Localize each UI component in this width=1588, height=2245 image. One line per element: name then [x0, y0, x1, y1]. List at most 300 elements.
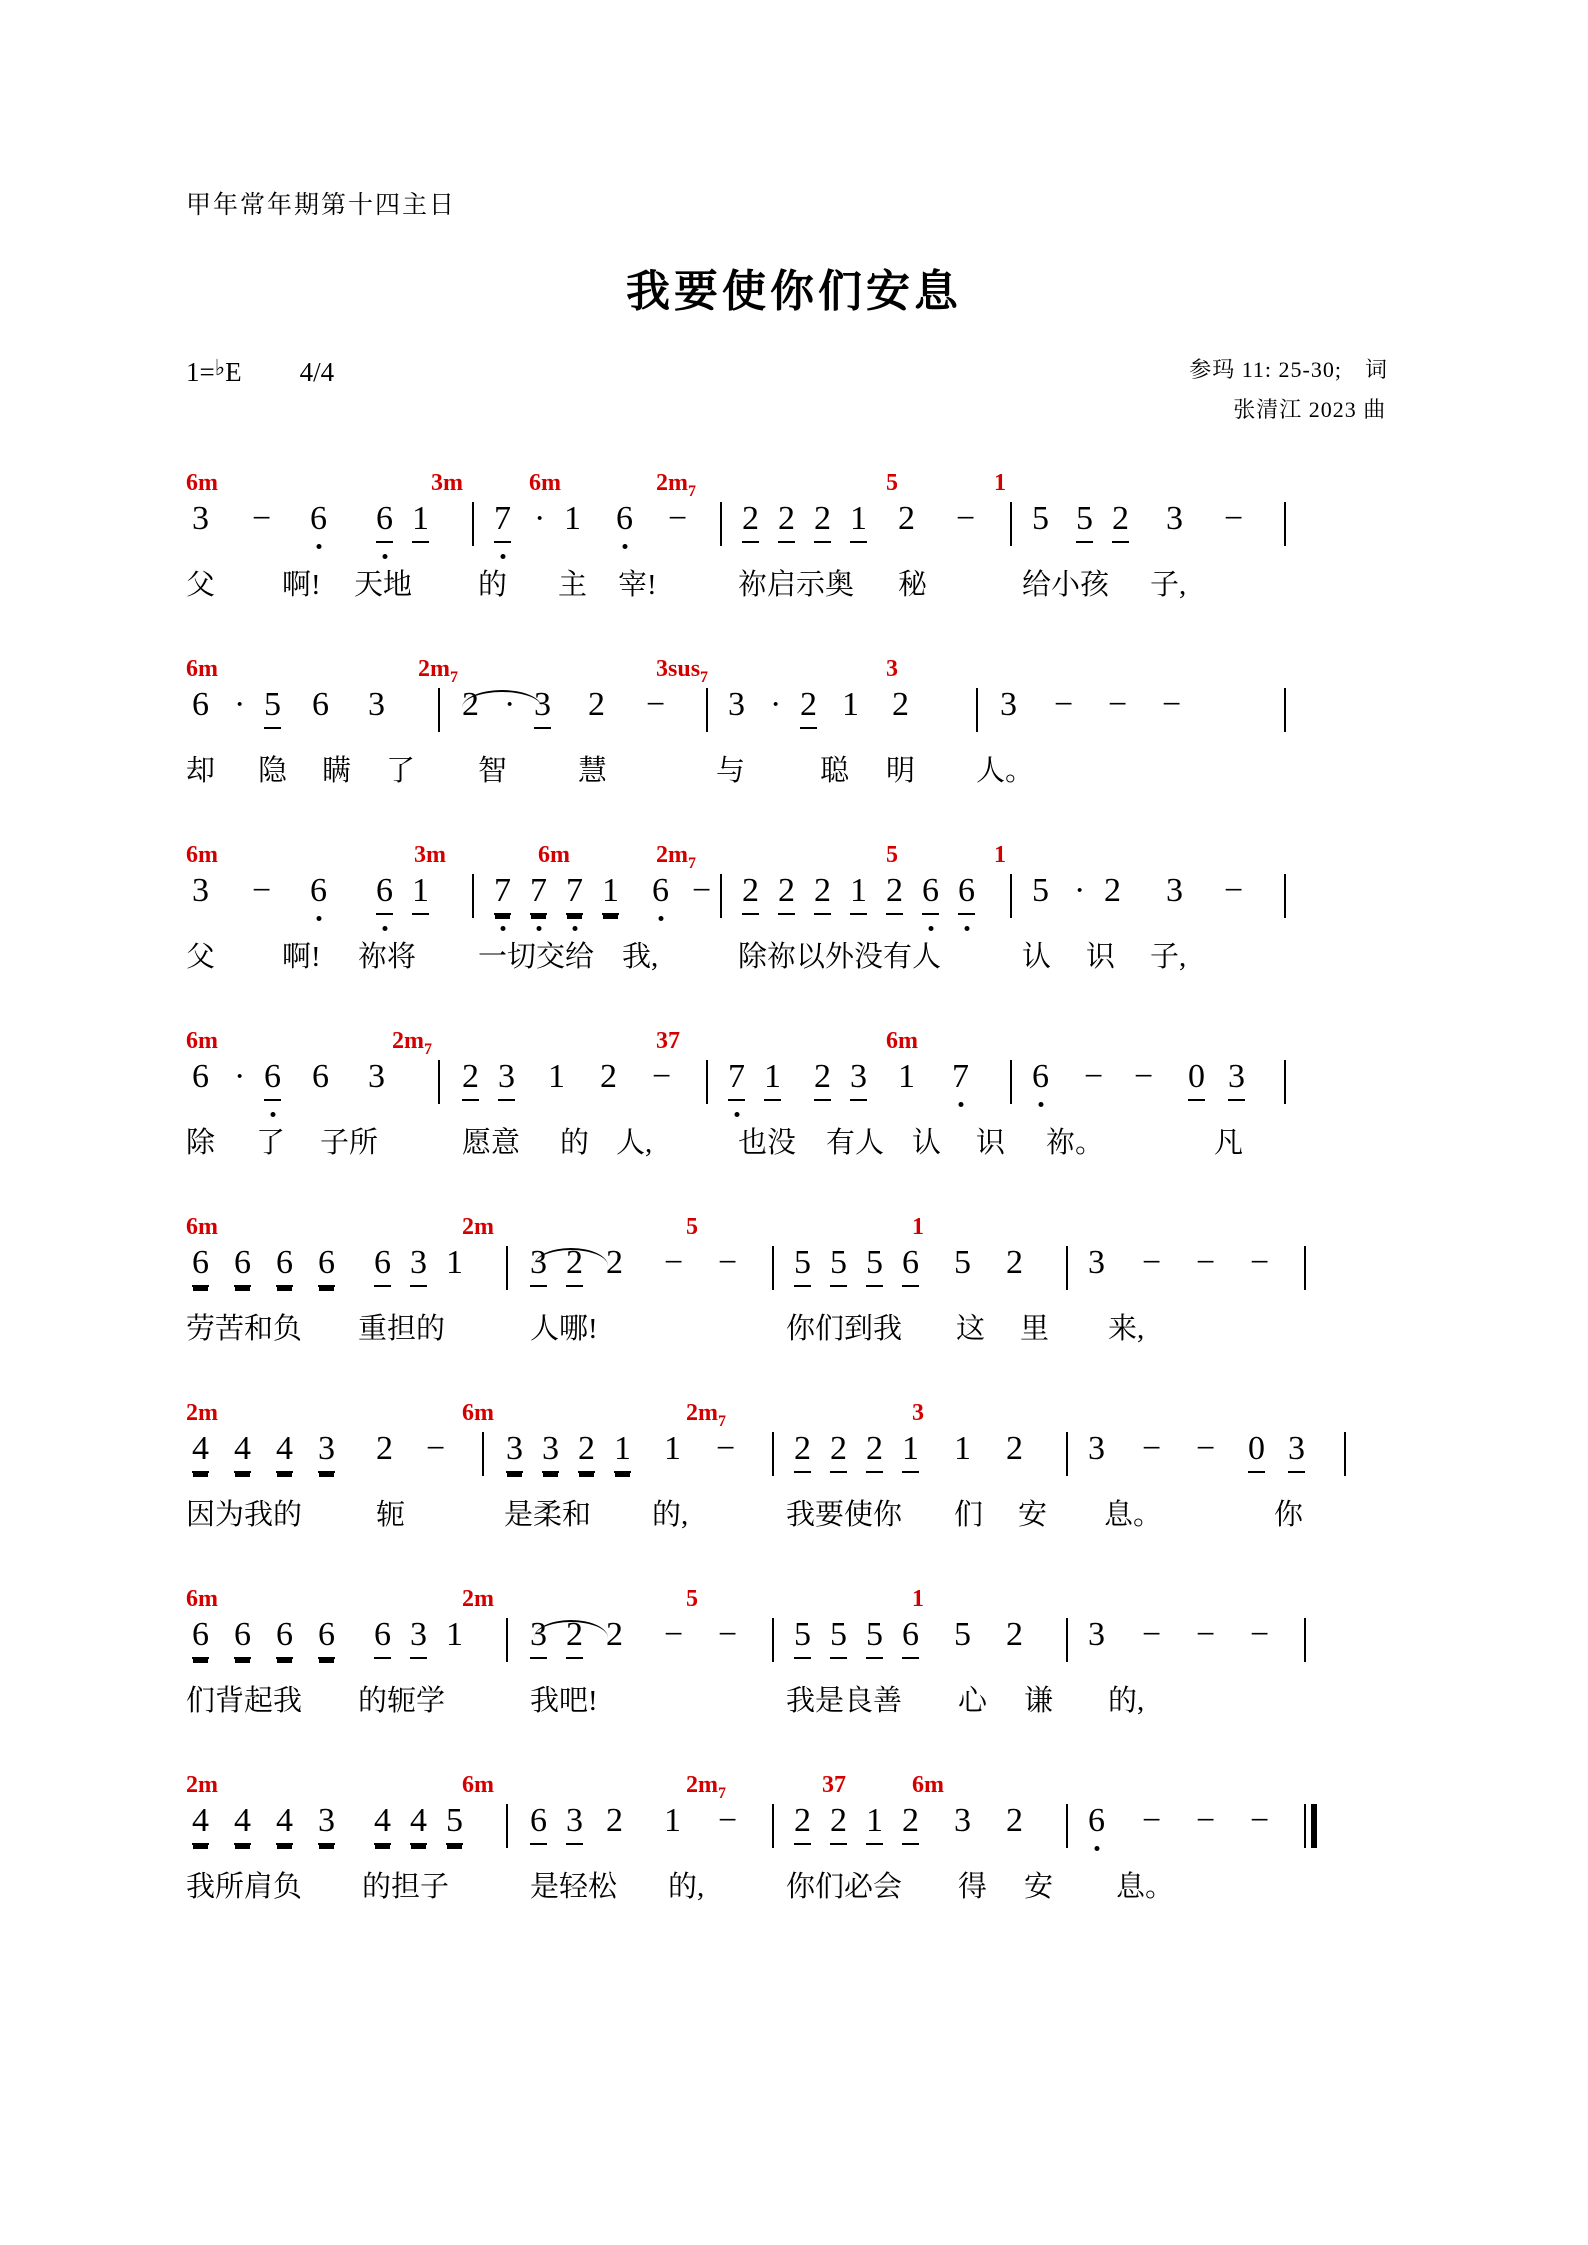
- flat-icon: ♭: [214, 355, 226, 380]
- barline: [1010, 874, 1012, 918]
- lyric-token: 祢将: [358, 941, 417, 973]
- note-token: 1: [446, 1616, 463, 1653]
- note-token: 7: [952, 1058, 969, 1095]
- note-token: 4: [410, 1802, 427, 1845]
- lyric-token: 劳苦和负: [186, 1313, 303, 1345]
- barline: [1284, 874, 1286, 918]
- lyric-token: 的: [560, 1127, 590, 1159]
- music-system: [0, 1028, 1588, 1214]
- note-token: 7: [566, 872, 583, 915]
- music-system: [0, 1772, 1588, 1958]
- lyric-token: 瞒: [322, 755, 352, 787]
- note-token: 5: [1032, 500, 1049, 537]
- barline: [1066, 1246, 1068, 1290]
- note-token: −: [1054, 686, 1074, 723]
- note-token: 3: [1088, 1616, 1105, 1653]
- barline: [1066, 1804, 1068, 1848]
- barline: [506, 1804, 508, 1848]
- chord-row: [186, 656, 1418, 686]
- music-system: [0, 1586, 1588, 1772]
- lyric-token: 安: [1024, 1871, 1054, 1903]
- note-token: 5: [954, 1244, 971, 1281]
- note-token: 5: [830, 1244, 847, 1287]
- notation-row: [186, 1616, 1418, 1678]
- lyric-token: 子,: [1150, 941, 1187, 973]
- chord-row: [186, 1214, 1418, 1244]
- note-token: 6: [1032, 1058, 1049, 1095]
- credit-lyrics: 参玛 11: 25-30; 词: [1189, 357, 1388, 382]
- lyric-token: 祢启示奥: [738, 569, 855, 601]
- note-token: 1: [954, 1430, 971, 1467]
- note-token: 6: [530, 1802, 547, 1845]
- note-token: 2: [778, 500, 795, 543]
- chord-symbol: 1: [912, 1214, 924, 1240]
- note-token: 0: [1248, 1430, 1265, 1473]
- lyric-token: 子所: [320, 1127, 379, 1159]
- note-token: 5: [954, 1616, 971, 1653]
- note-token: 3: [1288, 1430, 1305, 1473]
- note-token: 6: [318, 1244, 335, 1287]
- note-token: ·: [1074, 872, 1086, 909]
- note-token: 2: [794, 1802, 811, 1845]
- time-signature: 4/4: [299, 357, 335, 387]
- barline: [720, 874, 722, 918]
- lyric-token: 啊!: [282, 941, 321, 973]
- note-token: 3: [954, 1802, 971, 1839]
- note-token: 6: [234, 1616, 251, 1659]
- note-token: 3: [368, 686, 385, 723]
- barline: [772, 1618, 774, 1662]
- note-token: 2: [606, 1802, 623, 1839]
- note-token: 1: [902, 1430, 919, 1473]
- note-token: 2: [566, 1244, 583, 1287]
- note-token: 6: [192, 686, 209, 723]
- note-token: 1: [614, 1430, 631, 1473]
- lyric-token: 除: [186, 1127, 216, 1159]
- note-token: 2: [898, 500, 915, 537]
- note-token: 1: [412, 500, 429, 543]
- lyric-token: 因为我的: [186, 1499, 303, 1531]
- note-token: −: [1084, 1058, 1104, 1095]
- lyric-token: 的,: [668, 1871, 705, 1903]
- note-token: 6: [276, 1244, 293, 1287]
- lyric-token: 与: [716, 755, 746, 787]
- lyric-token: 我是良善: [786, 1685, 903, 1717]
- note-token: 3: [1228, 1058, 1245, 1101]
- lyric-token: 们: [954, 1499, 984, 1531]
- lyric-token: 我吧!: [530, 1685, 598, 1717]
- note-token: 2: [830, 1802, 847, 1845]
- lyric-token: 的: [478, 569, 508, 601]
- page-title: 我要使你们安息: [626, 267, 962, 316]
- note-token: 2: [578, 1430, 595, 1473]
- note-token: 3: [542, 1430, 559, 1473]
- lyric-token: 我,: [622, 941, 659, 973]
- note-token: −: [1142, 1244, 1162, 1281]
- lyric-token: 谦: [1024, 1685, 1054, 1717]
- note-token: 4: [234, 1802, 251, 1845]
- lyric-token: 的轭学: [358, 1685, 446, 1717]
- note-token: 5: [866, 1616, 883, 1659]
- lyric-token: 隐: [258, 755, 288, 787]
- chord-symbol: 3sus$_7$: [656, 656, 709, 686]
- barline: [482, 1432, 484, 1476]
- note-token: −: [1250, 1244, 1270, 1281]
- note-token: −: [252, 500, 272, 537]
- lyric-token: 的,: [1108, 1685, 1145, 1717]
- chord-symbol: 6m: [538, 842, 570, 868]
- lyric-token: 心: [958, 1685, 988, 1717]
- note-token: 2: [778, 872, 795, 915]
- chord-symbol: $2m_7$: [686, 1400, 726, 1430]
- chord-symbol: 2m: [186, 1400, 218, 1426]
- chord-row: [186, 842, 1418, 872]
- note-token: 2: [866, 1430, 883, 1473]
- lyric-token: 主: [558, 569, 588, 601]
- lyric-token: 人哪!: [530, 1313, 598, 1345]
- barline: [1284, 1060, 1286, 1104]
- lyric-token: 却: [186, 755, 216, 787]
- lyric-token: 有人: [826, 1127, 885, 1159]
- note-token: 3: [534, 686, 551, 729]
- note-token: 2: [1112, 500, 1129, 543]
- note-token: 2: [1006, 1244, 1023, 1281]
- barline: [506, 1618, 508, 1662]
- note-token: 6: [616, 500, 633, 537]
- note-token: 1: [446, 1244, 463, 1281]
- note-token: 2: [566, 1616, 583, 1659]
- note-token: 3: [192, 500, 209, 537]
- lyric-token: 一切交给: [478, 941, 595, 973]
- chord-symbol: 6m: [886, 1028, 918, 1054]
- note-token: −: [956, 500, 976, 537]
- key-label: 1=: [186, 357, 215, 387]
- lyric-token: 了: [386, 755, 416, 787]
- lyric-row: [186, 1306, 1418, 1354]
- note-token: −: [664, 1616, 684, 1653]
- barline: [772, 1246, 774, 1290]
- note-token: 6: [374, 1244, 391, 1287]
- note-token: −: [1134, 1058, 1154, 1095]
- note-token: 6: [318, 1616, 335, 1659]
- note-token: 6: [652, 872, 669, 909]
- key-signature: [186, 355, 334, 388]
- lyric-token: 的,: [652, 1499, 689, 1531]
- note-token: 5: [264, 686, 281, 729]
- note-token: 2: [462, 686, 479, 723]
- note-token: 6: [234, 1244, 251, 1287]
- barline: [1284, 502, 1286, 546]
- note-token: 3: [192, 872, 209, 909]
- note-token: 3: [410, 1616, 427, 1659]
- chord-symbol: 5: [686, 1214, 698, 1240]
- note-token: ·: [534, 500, 546, 537]
- chord-symbol: 5: [886, 470, 898, 496]
- lyric-token: 你们必会: [786, 1871, 903, 1903]
- lyric-token: 父: [186, 569, 216, 601]
- music-system: [0, 842, 1588, 1028]
- note-token: 6: [312, 686, 329, 723]
- note-token: 4: [234, 1430, 251, 1473]
- barline: [1344, 1432, 1346, 1476]
- chord-symbol: 6m: [186, 470, 218, 496]
- note-token: 1: [866, 1802, 883, 1845]
- chord-symbol: 3: [912, 1400, 924, 1426]
- note-token: −: [1142, 1430, 1162, 1467]
- barline: [720, 502, 722, 546]
- music-system: [0, 1214, 1588, 1400]
- note-token: −: [1108, 686, 1128, 723]
- notation-row: [186, 500, 1418, 562]
- lyric-token: 宰!: [618, 569, 657, 601]
- chord-row: [186, 1772, 1418, 1802]
- note-token: 6: [922, 872, 939, 915]
- note-token: 2: [1006, 1430, 1023, 1467]
- lyric-token: 祢。: [1046, 1127, 1105, 1159]
- note-token: 3: [1000, 686, 1017, 723]
- note-token: 3: [728, 686, 745, 723]
- note-token: −: [668, 500, 688, 537]
- note-token: 6: [902, 1244, 919, 1287]
- lyric-token: 里: [1020, 1313, 1050, 1345]
- note-token: 2: [814, 1058, 831, 1101]
- chord-row: [186, 1028, 1418, 1058]
- note-token: 4: [276, 1802, 293, 1845]
- note-token: ·: [234, 686, 246, 723]
- lyric-token: 息。: [1116, 1871, 1175, 1903]
- liturgical-occasion: 甲年常年期第十四主日: [186, 192, 457, 219]
- barline: [1284, 688, 1286, 732]
- lyric-row: [186, 1492, 1418, 1540]
- chord-symbol: 3m: [431, 470, 463, 496]
- lyric-token: 重担的: [358, 1313, 446, 1345]
- chord-row: [186, 1586, 1418, 1616]
- note-token: 3: [1088, 1430, 1105, 1467]
- barline: [772, 1804, 774, 1848]
- notation-row: [186, 872, 1418, 934]
- note-token: 4: [192, 1430, 209, 1473]
- note-token: 2: [600, 1058, 617, 1095]
- note-token: 6: [310, 872, 327, 909]
- lyric-token: 息。: [1104, 1499, 1163, 1531]
- chord-symbol: $2m_7$: [656, 842, 696, 872]
- lyric-token: 给小孩: [1022, 569, 1110, 601]
- note-token: −: [1162, 686, 1182, 723]
- note-token: 7: [728, 1058, 745, 1101]
- note-token: −: [426, 1430, 446, 1467]
- note-token: 1: [898, 1058, 915, 1095]
- note-token: −: [1224, 500, 1244, 537]
- chord-symbol: 2m: [462, 1586, 494, 1612]
- note-token: 4: [374, 1802, 391, 1845]
- lyric-token: 识: [1086, 941, 1116, 973]
- note-token: 5: [1032, 872, 1049, 909]
- lyric-token: 认: [912, 1127, 942, 1159]
- lyric-row: [186, 1678, 1418, 1726]
- lyric-token: 安: [1018, 1499, 1048, 1531]
- barline: [1010, 1060, 1012, 1104]
- note-token: 1: [664, 1802, 681, 1839]
- note-token: 2: [1104, 872, 1121, 909]
- note-token: −: [1224, 872, 1244, 909]
- note-token: ·: [504, 686, 516, 723]
- barline: [706, 1060, 708, 1104]
- credit-music: 张清江 2023 曲: [1233, 397, 1387, 422]
- note-token: 2: [606, 1616, 623, 1653]
- chord-row: [186, 470, 1418, 500]
- lyric-row: [186, 748, 1418, 796]
- barline: [706, 688, 708, 732]
- music-system: [0, 470, 1588, 656]
- lyric-token: 也没: [738, 1127, 797, 1159]
- chord-symbol: 6m: [186, 1214, 218, 1240]
- note-token: −: [252, 872, 272, 909]
- note-token: −: [1196, 1430, 1216, 1467]
- note-token: 5: [830, 1616, 847, 1659]
- lyric-row: [186, 1120, 1418, 1168]
- chord-symbol: 3: [886, 656, 898, 682]
- lyric-row: [186, 934, 1418, 982]
- lyric-token: 是轻松: [530, 1871, 618, 1903]
- lyric-token: 这: [956, 1313, 986, 1345]
- barline: [1304, 1618, 1306, 1662]
- chord-symbol: 3m: [414, 842, 446, 868]
- note-token: 2: [902, 1802, 919, 1845]
- chord-symbol: 6m: [529, 470, 561, 496]
- note-token: 1: [564, 500, 581, 537]
- note-token: 1: [764, 1058, 781, 1101]
- lyric-token: 人,: [616, 1127, 653, 1159]
- chord-row: [186, 1400, 1418, 1430]
- note-token: 5: [1076, 500, 1093, 543]
- note-token: 2: [1006, 1802, 1023, 1839]
- note-token: 2: [886, 872, 903, 915]
- lyric-token: 除祢以外没有人: [738, 941, 942, 973]
- barline: [772, 1432, 774, 1476]
- note-token: 2: [830, 1430, 847, 1473]
- lyric-token: 认: [1022, 941, 1052, 973]
- note-token: 5: [794, 1244, 811, 1287]
- note-token: 2: [814, 872, 831, 915]
- note-token: −: [1142, 1616, 1162, 1653]
- note-token: 5: [866, 1244, 883, 1287]
- note-token: 4: [276, 1430, 293, 1473]
- chord-symbol: 37: [822, 1772, 846, 1798]
- lyric-token: 子,: [1150, 569, 1187, 601]
- key-note: E: [225, 357, 242, 387]
- lyric-token: 人。: [976, 755, 1035, 787]
- note-token: 6: [374, 1616, 391, 1659]
- note-token: 6: [312, 1058, 329, 1095]
- chord-symbol: 5: [886, 842, 898, 868]
- chord-symbol: 2m: [186, 1772, 218, 1798]
- note-token: 6: [276, 1616, 293, 1659]
- notation-row: [186, 1430, 1418, 1492]
- lyric-token: 了: [256, 1127, 286, 1159]
- barline: [438, 688, 440, 732]
- note-token: 3: [530, 1244, 547, 1287]
- note-token: 1: [850, 872, 867, 915]
- note-token: −: [1196, 1802, 1216, 1839]
- lyric-token: 天地: [354, 569, 413, 601]
- chord-symbol: $2m_7$: [418, 656, 458, 686]
- barline: [506, 1246, 508, 1290]
- lyric-token: 啊!: [282, 569, 321, 601]
- lyric-token: 我所肩负: [186, 1871, 303, 1903]
- note-token: 3: [410, 1244, 427, 1287]
- lyric-token: 们背起我: [186, 1685, 303, 1717]
- note-token: 2: [606, 1244, 623, 1281]
- note-token: 3: [318, 1802, 335, 1845]
- note-token: 2: [800, 686, 817, 729]
- chord-symbol: $2m_7$: [686, 1772, 726, 1802]
- note-token: −: [718, 1244, 738, 1281]
- lyric-token: 智: [478, 755, 508, 787]
- note-token: 6: [902, 1616, 919, 1659]
- chord-symbol: 6m: [186, 842, 218, 868]
- note-token: 3: [566, 1802, 583, 1845]
- note-token: 3: [530, 1616, 547, 1659]
- note-token: ·: [234, 1058, 246, 1095]
- note-token: −: [1196, 1244, 1216, 1281]
- notation-row: [186, 686, 1418, 748]
- note-token: −: [652, 1058, 672, 1095]
- chord-symbol: 1: [994, 470, 1006, 496]
- note-token: 3: [1166, 500, 1183, 537]
- barline: [976, 688, 978, 732]
- note-token: 2: [892, 686, 909, 723]
- note-token: −: [718, 1616, 738, 1653]
- music-systems: [0, 470, 1588, 1958]
- note-token: −: [1250, 1616, 1270, 1653]
- note-token: 1: [548, 1058, 565, 1095]
- note-token: 6: [376, 500, 393, 543]
- note-token: 3: [368, 1058, 385, 1095]
- chord-symbol: $2m_7$: [656, 470, 696, 500]
- note-token: 1: [602, 872, 619, 915]
- chord-symbol: 6m: [186, 1028, 218, 1054]
- note-token: 2: [742, 872, 759, 915]
- note-token: −: [1142, 1802, 1162, 1839]
- barline: [438, 1060, 440, 1104]
- music-system: [0, 656, 1588, 842]
- note-token: 6: [376, 872, 393, 915]
- note-token: 7: [530, 872, 547, 915]
- chord-symbol: 6m: [186, 656, 218, 682]
- note-token: 4: [192, 1802, 209, 1845]
- note-token: 6: [1088, 1802, 1105, 1839]
- lyric-token: 父: [186, 941, 216, 973]
- chord-symbol: 6m: [912, 1772, 944, 1798]
- lyric-token: 我要使你: [786, 1499, 903, 1531]
- chord-symbol: $2m_7$: [392, 1028, 432, 1058]
- note-token: 6: [264, 1058, 281, 1101]
- note-token: 2: [588, 686, 605, 723]
- note-token: 6: [192, 1244, 209, 1287]
- lyric-token: 你们到我: [786, 1313, 903, 1345]
- barline: [472, 874, 474, 918]
- note-token: −: [1196, 1616, 1216, 1653]
- note-token: 2: [814, 500, 831, 543]
- note-token: 6: [192, 1058, 209, 1095]
- lyric-token: 凡: [1214, 1127, 1244, 1159]
- lyric-token: 秘: [898, 569, 928, 601]
- note-token: 3: [498, 1058, 515, 1101]
- note-token: 2: [376, 1430, 393, 1467]
- lyric-token: 聪: [820, 755, 850, 787]
- note-token: 7: [494, 872, 511, 915]
- note-token: 5: [794, 1616, 811, 1659]
